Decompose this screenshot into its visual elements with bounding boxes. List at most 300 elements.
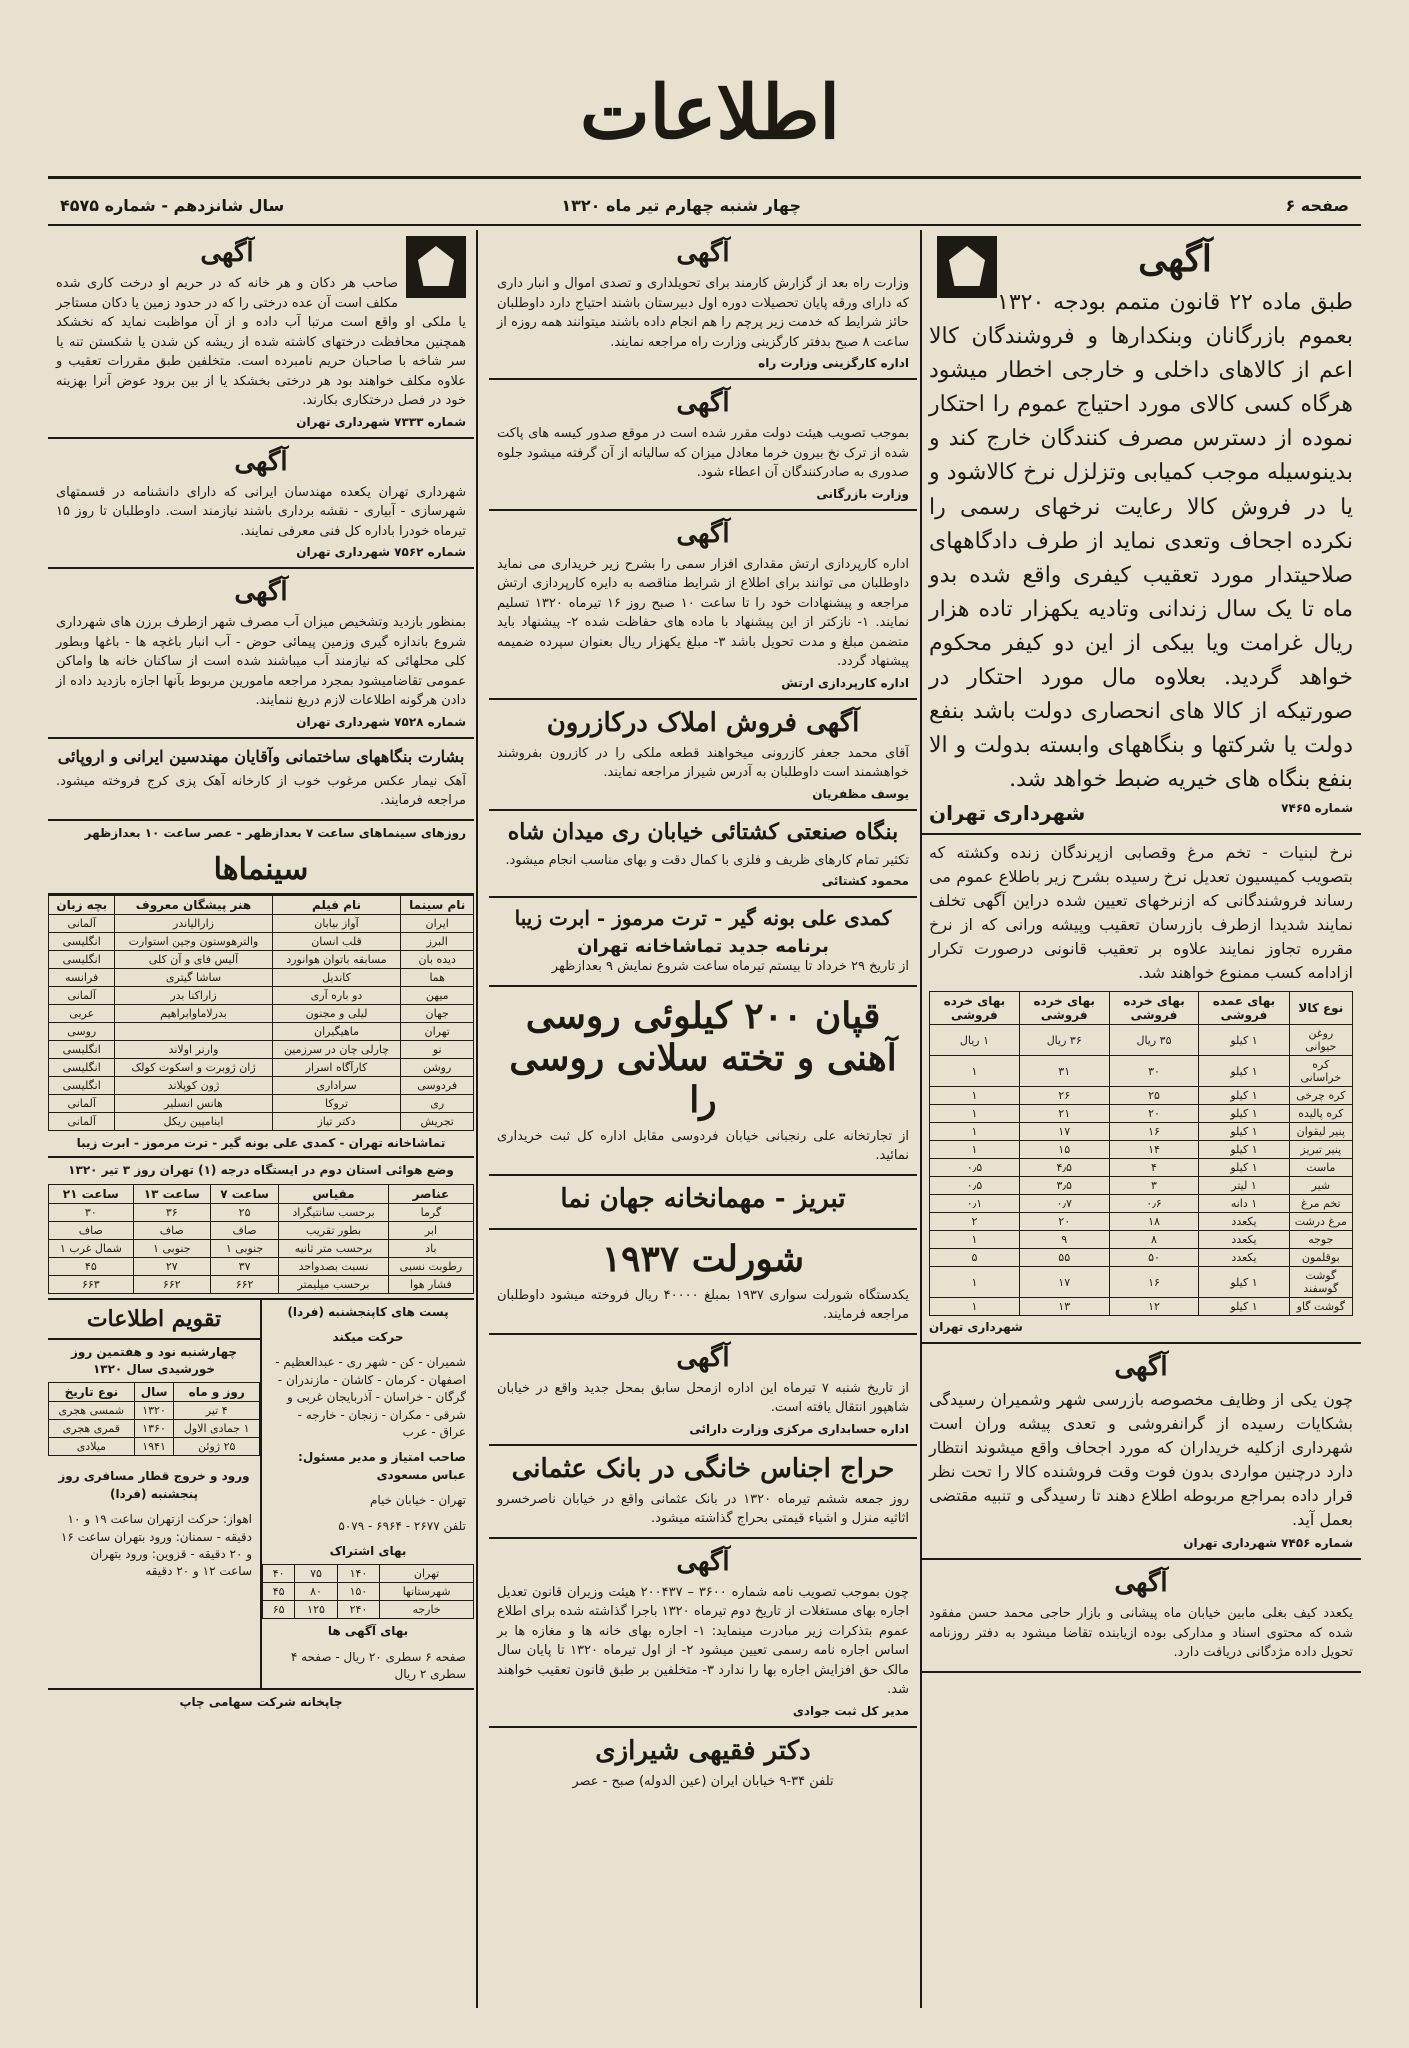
price-table-cell: ۱ [930,1087,1020,1105]
subs-table-cell: ۷۵ [295,1565,337,1583]
ad-doctor [489,1728,917,1800]
weather-title: وضع هوائی استان دوم در ایستگاه درجه (۱) تهران روز ۳ تیر ۱۳۲۰ [68,1163,454,1178]
ad-dates-export [489,380,917,511]
ad-body: بمنظور بازدید وتشخیص میزان آب مصرف شهر ازطرف برزن های شهرداری شروع باندازه گیری وزمین پیمائی حوض - آب انبار باغچه ها - باغها وبطور کلی محلهائی که نیازمند آب میباشند شده است از ساکنان خانه ها واماکن عمومی تقاضامیشود بمجرد مراجعه مامورین مربوط بآنها اجازه بازدید داده از دادن هرگونه اطلاعات لازم دریغ ننمایند. [56,615,466,708]
price-table-row [930,1267,1353,1298]
ad-ref-sign: محمود کشتائی [821,874,909,888]
ad-ref-sign: شماره ۷۵۶۲ شهرداری تهران [296,545,466,559]
ad-body: چون بموجب تصویب نامه شماره ۳۶۰۰ – ۲۰۰۴۳۷ هیئت وزیران قانون تعدیل اجاره بهای مستغلات از تاریخ دوم تیرماه ۱۳۲۰ باجرا گذاشته شده برای اطلاع عموم بتذکرات زیر مبادرت مینماید: ۱- اجاره بهای خانه ها و مغازه ها بر اساس اجاره نامه رسمی تعیین میشود ۲- از اول تیرماه ۱۳۲۰ تا پایان سال مالک حق افزایش اجاره بها را ندارد ۳- متخلفین بر طبق قانون تعقیب خواهند شد. [497,1584,910,1697]
right-column [921,230,1361,2008]
price-table-header: بهای خرده فروشی [930,992,1020,1025]
ad-title: آگهی [676,1546,730,1577]
cinema-table-cell: عربی [49,1004,115,1022]
ad-body: یکدستگاه شورلت سواری ۱۹۳۷ بمبلغ ۴۰۰۰۰ ریال فروخته میشود داوطلبان مراجعه فرمایند. [497,1287,909,1322]
cinema-table-cell: فردوسی [401,1076,474,1094]
price-table-cell: ۱۶ [1109,1267,1199,1298]
price-table-cell: ۱ [930,1141,1020,1159]
cinema-table-cell: هانس انسلیر [115,1094,272,1112]
cinema-table-cell: انگلیسی [49,950,115,968]
price-table-cell: ۸ [1109,1231,1199,1249]
price-table-row [930,1087,1353,1105]
price-table-row [930,1056,1353,1087]
ad-reference [56,545,466,559]
ad-complaints [921,1344,1361,1560]
masthead: اطلاعات [580,70,840,156]
address: تهران - خیابان خیام [369,1493,466,1508]
ad-ref-sign: اداره حسابداری مرکزی وزارت دارائی [689,1421,909,1436]
price-table-cell: ماست [1289,1159,1352,1177]
ads-price-body: صفحه ۶ سطری ۲۰ ریال - صفحه ۴ سطری ۲ ریال [290,1649,466,1682]
subs-table-cell: ۱۴۰ [337,1565,379,1583]
price-table-cell: ۰٫۶ [1109,1195,1199,1213]
ad-title: آگهی [1114,1568,1168,1599]
calendar-title: تقویم اطلاعات [48,1300,260,1340]
price-table-cell: ۱ کیلو [1199,1141,1289,1159]
price-table-cell: ۰٫۵ [930,1177,1020,1195]
cinema-table-cell: روشن [401,1058,474,1076]
ad-hoarding-law [921,230,1361,835]
ad-ref-number: شماره ۷۴۶۵ [1281,801,1353,816]
subs-table-row [263,1601,474,1619]
ad-ref-sign: شماره ۷۵۲۸ شهرداری تهران [296,714,466,729]
price-table-cell: ۱ کیلو [1199,1267,1289,1298]
price-table-cell: ۱ کیلو [1199,1025,1289,1056]
cinema-table-cell: زاراکنا بدر [115,986,272,1004]
price-table-cell: ۳۵ ریال [1109,1025,1199,1056]
weather-table-cell: رطوبت نسبی [388,1257,473,1275]
cinema-table-cell: لیلی و مجنون [272,1004,401,1022]
weather-table-row [49,1221,474,1239]
weather-table-cell: ۳۰ [49,1203,134,1221]
cinema-table-row [49,914,474,932]
subs-table-cell: ۴۰ [263,1565,295,1583]
cinema-table-row [49,932,474,950]
cinema-table-cell: ایران [401,914,474,932]
weather-table-cell: صاف [49,1221,134,1239]
ad-title: آگهی [676,388,730,418]
ad-body: آهک نیمار عکس مرغوب خوب از کارخانه آهک پزی کرج فروخته میشود. مراجعه فرمایند. [56,773,466,808]
phone: تلفن ۲۶۷۷ - ۶۹۶۴ - ۵۰۷۹ [338,1518,466,1533]
cinema-table-cell: ژون کوپلاند [115,1076,272,1094]
cinema-table-cell: فرانسه [49,968,115,986]
price-table-cell: ۲۶ [1019,1087,1109,1105]
calendar-table-row [49,1438,260,1456]
calendar-table-cell: ۱۳۲۰ [134,1402,174,1420]
price-table-cell: ۱ [930,1123,1020,1141]
cinema-table-cell [115,1022,272,1040]
ad-rent-law [489,1539,917,1728]
cinema-table-header: هنر پیشگان معروف [115,895,272,914]
cinema-table-header: نام سینما [401,895,474,914]
price-table-row [930,1141,1353,1159]
ad-title: بشارت بنگاههای ساختمانی وآقایان مهندسین ایرانی و اروپائی [57,746,465,766]
cinema-table-cell: آلمانی [49,1094,115,1112]
ad-water-inspection [48,569,474,739]
ad-title: بنگاه صنعتی کشتائی خیابان ری میدان شاه [507,818,899,845]
ad-reference [497,874,909,888]
cinema-table-cell: آلمانی [49,914,115,932]
cinema-table-cell: دو باره آری [272,986,401,1004]
cinema-table-cell: بدرلاماوابراهیم [115,1004,272,1022]
price-table-cell: گوشت گوسفند [1289,1267,1352,1298]
price-table-cell: یکعدد [1199,1249,1289,1267]
calendar-table-row [49,1402,260,1420]
weather-table-cell: جنوبی ۱ [133,1239,210,1257]
subs-table-cell: ۴۵ [263,1583,295,1601]
price-table-cell: ۱ کیلو [1199,1159,1289,1177]
cinema-section-title: سینماها [48,846,474,895]
cinema-table-row [49,1004,474,1022]
ad-construction [48,739,474,821]
ad-ref-sign: شهرداری تهران [929,1320,1023,1335]
subs-table [262,1564,474,1619]
price-table-cell: ۴٫۵ [1019,1159,1109,1177]
calendar-table-cell: ۱ جمادی الاول [174,1420,260,1438]
ad-auction [489,1446,917,1539]
price-table-cell: ۱۳ [1019,1298,1109,1316]
price-table-cell: ۲۰ [1019,1213,1109,1231]
ad-reference [929,1320,1353,1334]
price-table-cell: ۱۲ [1109,1298,1199,1316]
weather-table-cell: برحسب میلیمتر [279,1275,389,1293]
lion-sun-emblem-icon [406,236,466,298]
weather-table-cell: شمال غرب ۱ [49,1239,134,1257]
weather-table-cell: نسبت بصدواحد [279,1257,389,1275]
price-table-cell: ۱ [930,1105,1020,1123]
cinema-table [48,895,474,1131]
weather-table-row [49,1257,474,1275]
price-table-row [930,1213,1353,1231]
train-body: اهواز: حرکت ازتهران ساعت ۱۹ و ۱۰ دقیقه - سمنان: ورود بتهران ساعت ۱۶ و ۲۰ دقیقه - قزوین: ورود بتهران ساعت ۱۲ و ۲۰ دقیقه [60,1512,252,1579]
cinema-table-row [49,1022,474,1040]
middle-column [489,230,917,2008]
ad-title: آگهی [1138,238,1212,280]
price-table-cell: ۱ [930,1267,1020,1298]
ad-title: آگهی [234,446,288,477]
column-divider-left [476,230,478,2008]
price-table-cell: ۵ [930,1249,1020,1267]
price-table-cell: ۲۵ [1109,1087,1199,1105]
cinema-table-row [49,1112,474,1130]
price-table-cell: مرغ درشت [1289,1213,1352,1231]
cinema-table-cell: زارالیاندر [115,914,272,932]
subs-table-cell: ۸۰ [295,1583,337,1601]
ad-body: چون یکی از وظایف مخصوصه بازرسی شهر وشمیران رسیدگی بشکایات رسیده از گرانفروشی و تعدی پیشه وران است شهرداری ازکلیه خریداران که مورد اجحاف واقع میشوند انتظار دارد درچنین مواردی بدون فوت وقت فروشنده کالا را تحت نظر قرار داده بمراجع مربوطه اطلاع دهند تا رسیدگی و تنبیه مقتضی بعمل آید. [929,1390,1353,1530]
price-table-cell: ۱ دانه [1199,1195,1289,1213]
price-table-cell: ۹ [1019,1231,1109,1249]
cinema-table-cell: آواز بیابان [272,914,401,932]
price-table-cell: یکعدد [1199,1213,1289,1231]
calendar-table-header: نوع تاریخ [49,1383,135,1402]
price-table-cell: کره پالیده [1289,1105,1352,1123]
cinema-table-cell: البرز [401,932,474,950]
ad-body: بموجب تصویب هیئت دولت مقرر شده است در موقع صدور کیسه های پاکت شده از ترک نخ بیرون خرما معادل میزان که سالیانه از آن گرفته میشود جلوه صدوری به صادرکنندگان آن اعطاء شود. [497,426,909,480]
calendar-table-row [49,1420,260,1438]
ad-chevrolet [489,1230,917,1335]
printer: چاپخانه شرکت سهامی چاپ [48,1688,474,1715]
ad-lost-wallet [921,1560,1361,1673]
weather-table-header: عناصر [388,1184,473,1203]
cinema-table-row [49,986,474,1004]
price-table-cell: ۱ لیتر [1199,1177,1289,1195]
price-table-header: بهای خرده فروشی [1019,992,1109,1025]
cinema-table-cell: انگلیسی [49,1040,115,1058]
ad-russian-scale [489,987,917,1176]
cinema-table-cell: قلب انسان [272,932,401,950]
ad-kazerun-property [489,700,917,811]
price-table-row [930,1195,1353,1213]
calendar-table-cell: میلادی [49,1438,135,1456]
cinema-schedule: روزهای سینماهای ساعت ۷ بعدازظهر - عصر ساعت ۱۰ بعدازظهر [84,825,466,840]
price-table-cell: ۰٫۵ [930,1159,1020,1177]
ad-ministry-roads [489,230,917,380]
weather-table-cell: ۲۷ [133,1257,210,1275]
cinema-table-cell: تهران [401,1022,474,1040]
cinema-table-cell: آلیس فای و آن کلی [115,950,272,968]
cinema-table-cell: هما [401,968,474,986]
calendar-table-cell: ۲۵ ژوئن [174,1438,260,1456]
ad-reference [497,356,909,370]
weather-table-header: ساعت ۲۱ [49,1184,134,1203]
price-table-cell: ۱۴ [1109,1141,1199,1159]
calendar-table [48,1382,260,1456]
ad-theater-program [489,898,917,987]
price-table-row [930,1123,1353,1141]
subs-table-cell: خارجه [380,1601,474,1619]
ad-body: از تجارتخانه علی رنجبانی خیابان فردوسی مقابل اداره کل ثبت خریداری نمائید. [497,1128,909,1163]
price-table-cell: ۱۷ [1019,1123,1109,1141]
ad-body: یکعدد کیف بغلی مابین خیابان ماه پیشانی و بازار حاجی محمد حسن مفقود شده که محتوی اسناد و مدارکی بوده ازیابنده تقاضا میشود به دفتر روزنامه تحویل داده مژدگانی دریافت دارد. [929,1606,1353,1661]
cinema-table-cell: انگلیسی [49,932,115,950]
weather-table-cell: ۶۶۲ [210,1275,278,1293]
cinema-table-header: نام فیلم [272,895,401,914]
calendar-table-cell: ۱۳۶۰ [134,1420,174,1438]
ad-title: قپان ۲۰۰ کیلوئی روسی آهنی و تخته سلانی روسی را [509,994,897,1121]
ad-body: صاحب هر دکان و هر خانه که در حریم او درخت کاری شده مکلف است آن عده درختی را که در حدود زمین یا دکان مستاجر یا ملکی او واقع است مرتبا آب داده و از آن مواظبت نماید که نخشکد همچنین محافظت درختهای کاشته شده از ریشه کن شدن یا شکستن تنه یا سر شاخه با صاحبان حریم نامبرده است. متخلفین طبق مقررات تعقیب و علاوه مکلف خواهند بود هر درختی بخشکد یا از بین برود عوض آنرا بهزینه خود در فصل درختکاری بکارند. [56,276,466,408]
ad-title: آگهی [676,518,730,549]
cinema-table-cell: دیده بان [401,950,474,968]
ad-accounting-office [489,1335,917,1446]
ad-price-list [921,835,1361,1344]
calendar-table-cell: ۴ تیر [174,1402,260,1420]
price-table-cell: ۳۱ [1019,1056,1109,1087]
weather-table-cell: فشار هوا [388,1275,473,1293]
price-table-cell: ۱ [930,1056,1020,1087]
ad-ref-sign: اداره کارگزینی وزارت راه [758,356,909,370]
ad-title: آگهی [676,1342,730,1373]
ad-industrial-workshop [489,811,917,899]
ad-title: آگهی [234,577,288,607]
price-table-cell: روغن حیوانی [1289,1025,1352,1056]
theater-line: تماشاخانه تهران - کمدی علی بونه گیر - ترت مرموز - ابرت زیبا [48,1131,474,1158]
weather-table-cell: ۳۷ [210,1257,278,1275]
post-subtitle: حرکت میکند [332,1330,404,1345]
ad-title: تبریز - مهمانخانه جهان نما [560,1183,846,1214]
price-table-cell: ۴ [1109,1159,1199,1177]
cinema-table-cell: ماهیگیران [272,1022,401,1040]
subs-table-row [263,1565,474,1583]
ad-body: شهرداری تهران یکعده مهندسان ایرانی که دارای دانشنامه در قسمتهای شهرسازی - آبیاری - نقشه برداری باشند نیازمند است. داوطلبان تا روز ۱۵ تیرماه خودرا باداره کل فنی معرفی نمایند. [56,484,466,539]
price-table-cell: ۱۶ [1109,1123,1199,1141]
subs-table-cell: ۱۲۵ [295,1601,337,1619]
ad-reference [929,1536,1353,1550]
issue-date: چهار شنبه چهارم تیر ماه ۱۳۲۰ [561,196,801,215]
price-table-cell: ۵۰ [1109,1249,1199,1267]
lion-sun-emblem-icon [937,236,997,298]
weather-table-cell: بطور تقریب [279,1221,389,1239]
price-table-cell: ۵۵ [1019,1249,1109,1267]
price-table-cell: ۱ کیلو [1199,1056,1289,1087]
price-table-cell: ۳ [1109,1177,1199,1195]
ad-reference [56,715,466,729]
ad-reference [497,676,909,690]
ad-reference [497,787,909,801]
weather-table-cell: ۶۶۲ [133,1275,210,1293]
price-table-cell: ۲ [930,1213,1020,1231]
price-table-row [930,1177,1353,1195]
price-table-cell: ۳۶ ریال [1019,1025,1109,1056]
price-table-cell: ۱۵ [1019,1141,1109,1159]
ad-title: کمدی علی بونه گیر - ترت مرموز - ابرت زیبا [514,906,892,930]
cinema-table-cell: سراداری [272,1076,401,1094]
ad-title: دکتر فقیهی شیرازی [595,1735,811,1766]
weather-table-cell: ابر [388,1221,473,1239]
ad-title: حراج اجناس خانگی در بانک عثمانی [511,1453,895,1484]
ad-reference [497,1704,909,1718]
weather-table-header: ساعت ۷ [210,1184,278,1203]
ad-reference [56,415,466,429]
price-table-cell: پنیر تبریز [1289,1141,1352,1159]
price-table-cell: ۱ ریال [930,1025,1020,1056]
price-table-cell: تخم مرغ [1289,1195,1352,1213]
weather-table-cell: باد [388,1239,473,1257]
ad-body: وزارت راه بعد از گزارش کارمند برای تحویلداری و تصدی اموال و انبار داری که دارای ورقه پایان تحصیلات دوره اول دبیرستان باشند احتیاج دارد داوطلبان حائز شرایط که خدمت زیر پرچم را هم انجام داده باشند میتوانند همه روزه از ساعت ۸ صبح بدفتر کارگزینی وزارت راه مراجعه نمایند. [497,276,909,350]
cinema-table-cell: آلمانی [49,986,115,1004]
weather-table-cell: برحسب سانتیگراد [279,1203,389,1221]
price-table-cell: ۲۰ [1109,1105,1199,1123]
cinema-table-cell: کاندیل [272,968,401,986]
ad-body: از تاریخ شنبه ۷ تیرماه این اداره ازمحل سابق بمحل جدید واقع در خیابان شاهپور انتقال یافته است. [497,1380,909,1415]
price-table-row [930,1249,1353,1267]
cinema-table-cell: آلمانی [49,1112,115,1130]
calendar-subtitle: چهارشنبه نود و هفتمین روز خورشیدی سال ۱۳۲۰ [70,1344,238,1377]
publisher: صاحب امتیاز و مدیر مسئول: عباس مسعودی [298,1450,466,1482]
price-table-row [930,1231,1353,1249]
price-table-cell: ۱ کیلو [1199,1087,1289,1105]
weather-table-cell: جنوبی ۱ [210,1239,278,1257]
calendar-table-header: روز و ماه [174,1383,260,1402]
cinema-table-cell: دکتر تیاز [272,1112,401,1130]
price-table-cell: ۱ کیلو [1199,1105,1289,1123]
bottom-boxes [48,1298,474,1688]
price-table-header: بهای خرده فروشی [1109,992,1199,1025]
subs-table-cell: شهرستانها [380,1583,474,1601]
weather-table [48,1184,474,1294]
cinema-table-cell: روسی [49,1022,115,1040]
price-table-cell: کره خراسانی [1289,1056,1352,1087]
ad-body: تلفن ۳۴-۹ خیابان ایران (عین الدوله) صبح - عصر [572,1773,834,1789]
calendar-table-cell: شمسی هجری [49,1402,135,1420]
cinema-table-row [49,968,474,986]
ad-body: روز جمعه ششم تیرماه ۱۳۲۰ در بانک عثمانی واقع در خیابان ناصرخسرو اثاثیه منزل و اشیاء قیمتی بحراج گذاشته میشود. [497,1491,910,1526]
calendar-table-cell: قمری هجری [49,1420,135,1438]
price-table-cell: ۱۸ [1109,1213,1199,1231]
price-table-cell: ۲۱ [1019,1105,1109,1123]
price-table-row [930,1025,1353,1056]
cinema-table-cell: میهن [401,986,474,1004]
ad-tabriz-hotel [489,1176,917,1230]
weather-table-cell: گرما [388,1203,473,1221]
date-bar [48,188,1361,222]
cinema-table-cell: مسابقه باتوان هوانورد [272,950,401,968]
subs-table-cell: تهران [380,1565,474,1583]
cinema-table-row [49,1040,474,1058]
ad-ref-sign: وزارت بازرگانی [816,486,909,501]
price-table-cell: یکعدد [1199,1231,1289,1249]
ad-title: شورلت ۱۹۳۷ [601,1237,805,1280]
issue-number: سال شانزدهم - شماره ۴۵۷۵ [60,196,285,215]
cinema-table-cell: کارآگاه اسرار [272,1058,401,1076]
ad-title: آگهی [200,238,254,268]
weather-table-cell: ۶۶۳ [49,1275,134,1293]
ad-reference [497,1422,909,1436]
weather-table-cell: ۴۵ [49,1257,134,1275]
ad-army-procurement [489,511,917,700]
page-number: صفحه ۶ [1285,196,1349,215]
weather-table-cell: صاف [133,1221,210,1239]
cinema-table-cell: وارنر اولاند [115,1040,272,1058]
ad-ref-sign: شماره ۷۴۵۶ شهرداری تهران [1183,1536,1353,1551]
cinema-table-header: بچه زبان [49,895,115,914]
price-table-header: نوع کالا [1289,992,1352,1025]
ad-body: از تاریخ ۲۹ خرداد تا بیستم تیرماه ساعت شروع نمایش ۹ بعدازظهر [551,959,909,974]
ad-body: نرخ لبنیات - تخم مرغ وقصابی ازپرندگان زنده وکشته که بتصویب کمیسیون تعدیل نرخ رسیده بشرح زیر باطلاع عموم می رساند فروشندگانی که ازنرخهای تعیین شده دراین آگهی تخلف نمایند شدیدا ازطرف بازرسان تعقیب وپیشه ورانی که از نرخ مقرره تجاوز نمایند علاوه بر تعقیب قانونی درصورت تکرار ازادامه کسب ممنوع خواهند شد. [929,843,1353,983]
ad-ref-sign: مدیر کل ثبت جوادی [792,1703,909,1718]
weather-table-cell: صاف [210,1221,278,1239]
ad-ref-sign: شماره ۷۳۳۳ شهرداری تهران [296,414,466,429]
price-table-cell: ۱ کیلو [1199,1298,1289,1316]
price-table-cell: کره چرخی [1289,1087,1352,1105]
price-table-cell: ۱ [930,1298,1020,1316]
post-body: شمیران - کن - شهر ری - عبدالعظیم - اصفهان - کرمان - کاشان - مازندران - گرگان - خراسان - آذربایجان غربی و شرقی - مکران - زنجان - خارجه - عراق - عرب [275,1355,466,1440]
weather-table-cell: ۳۶ [133,1203,210,1221]
subs-table-cell: ۱۵۰ [337,1583,379,1601]
left-column [48,230,474,2008]
ad-title: آگهی [1114,1352,1168,1383]
price-table-cell: ۰٫۷ [1019,1195,1109,1213]
weather-table-header: ساعت ۱۳ [133,1184,210,1203]
ad-engineers [48,439,474,570]
ads-price-title: بهای آگهی ها [327,1624,409,1639]
cinema-table-row [49,1076,474,1094]
weather-table-cell: ۲۵ [210,1203,278,1221]
train-title: ورود و خروج قطار مسافری روز پنجشنبه (فردا) [58,1469,250,1501]
cinema-table-row [49,1058,474,1076]
cinema-table-cell: والترهوستون وجین استوارت [115,932,272,950]
subs-table-row [263,1583,474,1601]
weather-table-row [49,1239,474,1257]
cinema-table-cell: ساشا گیتری [115,968,272,986]
ad-body: طبق ماده ۲۲ قانون متمم بودجه ۱۳۲۰ بعموم بازرگانان وبنکدارها و فروشندگان کالا اعم از کالاهای داخلی و خارجی اخطار میشود هرگاه کسی کالای مورد احتیاج عموم را احتکار نموده از دسترس مصرف کنندگان خارج کند و بدینوسیله موجب کمیابی وتزلزل نرخ کالاشود و یا در فروش کالا رعایت نرخهای رسمی را نکرده اجحاف وتعدی نماید از طرف دادگاههای صلاحیتدار مورد تعقیب کیفری واقع شده بدو ماه تا یک سال زندانی وتادیه یکهزار تاده هزار ریال غرامت ویا بیکی از این دو کیفر محکوم خواهد گردید. بعلاوه مال مورد احتکار در صورتیکه از کالا های انحصاری دولت باشد بنفع دولت یا شرکتها و بنگاههای وابسته بدولت و الا بنفع بنگاه های خیریه ضبط خواهد شد. [929,290,1353,793]
ad-reference [497,487,909,501]
subs-table-cell: ۲۴۰ [337,1601,379,1619]
calendar-table-cell: ۱۹۴۱ [134,1438,174,1456]
price-table [929,991,1353,1316]
post-box [260,1300,474,1688]
price-table-cell: گوشت گاو [1289,1298,1352,1316]
ad-subtitle: برنامه جدید تماشاخانه تهران [577,936,829,957]
price-table-cell: ۳۰ [1109,1056,1199,1087]
